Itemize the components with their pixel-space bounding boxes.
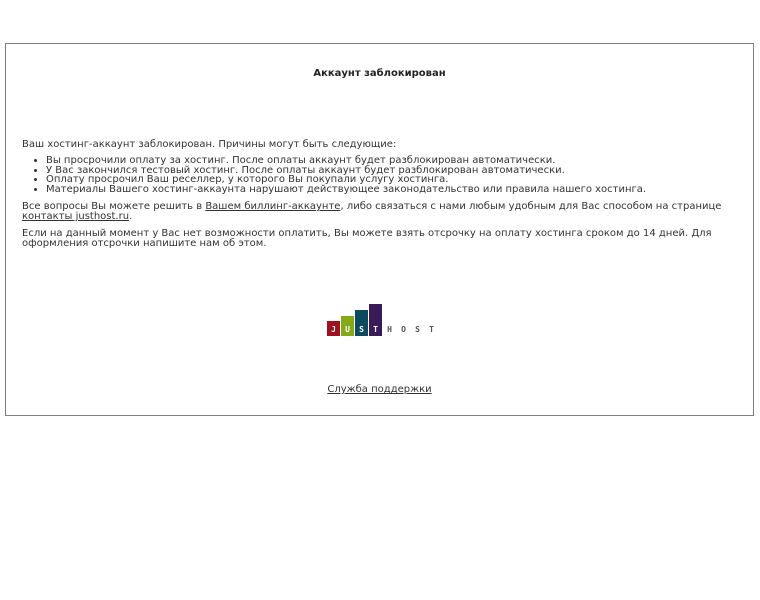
page-title: Аккаунт заблокирован: [313, 68, 446, 79]
logo-letter: T: [429, 325, 434, 334]
contact-text-middle: , либо связаться с нами любым удобным для Вас способом на странице: [340, 201, 722, 212]
blocked-account-panel: [5, 43, 754, 416]
contact-text: [22, 202, 734, 222]
logo-letter: T: [373, 325, 378, 334]
reason-item: • Вы просрочили оплату за хостинг. После оплаты аккаунт будет разблокирован автоматически.: [46, 156, 734, 166]
justhost-logo: [327, 304, 439, 336]
logo-letter: J: [331, 325, 336, 334]
contacts-link[interactable]: контакты justhost.ru: [22, 211, 130, 222]
reason-item: • Оплату просрочил Ваш реселлер, у которого Вы покупали услугу хостинга.: [46, 175, 734, 185]
contact-text-after: .: [129, 211, 133, 222]
logo-letter: S: [359, 325, 364, 334]
message-body: [22, 140, 734, 249]
reasons-list: [22, 156, 734, 194]
support-footer: [6, 384, 753, 395]
deferral-text: Если на данный момент у Вас нет возможности оплатить, Вы можете взять отсрочку на оплату хостинга сроком до 14 дней. Для оформления отсрочки напишите нам об этом.: [22, 228, 712, 249]
logo-letter: H: [387, 325, 392, 334]
intro-text: Ваш хостинг-аккаунт заблокирован. Причины могут быть следующие:: [22, 139, 397, 150]
logo-letter: O: [401, 325, 406, 334]
contact-text-before: Все вопросы Вы можете решить в: [22, 201, 206, 212]
logo-letter: S: [415, 325, 420, 334]
logo-letter: U: [345, 325, 350, 334]
reason-item: • У Вас закончился тестовый хостинг. После оплаты аккаунт будет разблокирован автоматически.: [46, 166, 734, 176]
billing-account-link[interactable]: Вашем биллинг-аккаунте: [205, 201, 341, 212]
reason-item: • Материалы Вашего хостинг-аккаунта нарушают действующее законодательство или правила нашего хостинга.: [46, 185, 734, 195]
support-link[interactable]: Служба поддержки: [327, 384, 432, 395]
